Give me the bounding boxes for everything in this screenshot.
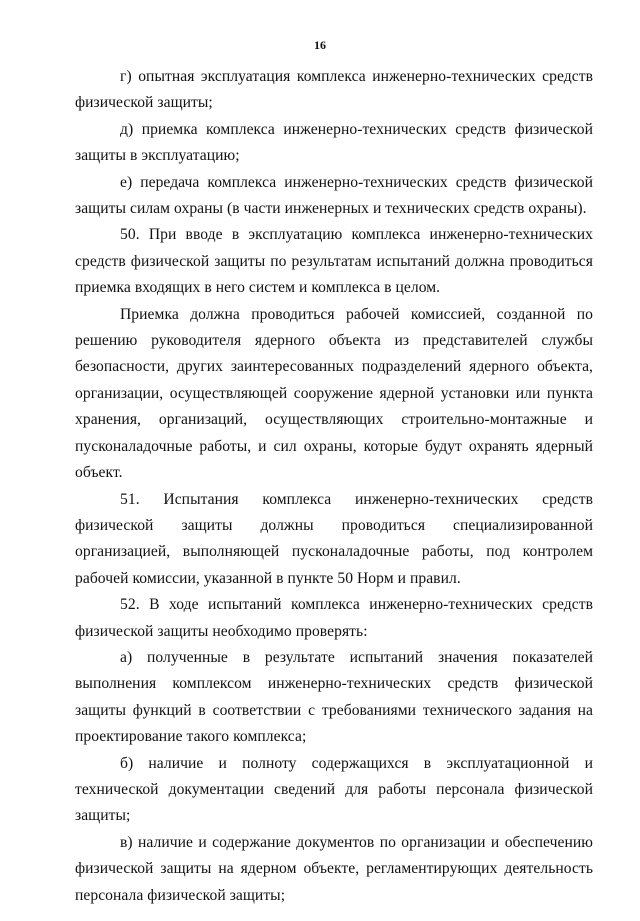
paragraph-d: д) приемка комплекса инженерно-технических средств физической защиты в эксплуатацию; — [75, 120, 593, 165]
paragraph-g: г) опытная эксплуатация комплекса инженерно-технических средств физической защиты; — [75, 68, 593, 112]
paragraph-50: 50. При вводе в эксплуатацию комплекса инженерно-технических средств физической защиты по результатам испытаний должна проводиться приемка входящих в него систем и комплекса в целом. — [75, 226, 593, 297]
paragraph-acceptance: Приемка должна проводиться рабочей комиссией, созданной по решению руководителя ядерного объекта из представителей службы безопасности, других заинтересованных подразделений ядерного объекта, организации, осуществляющей сооружение ядерной установки или пункта хранения, организаций, осуществляющих строительно-монтажные и пусконаладочные работы, и сил охраны, которые будут охранять ядерный объект. — [75, 305, 593, 482]
paragraph-e: е) передача комплекса инженерно-технических средств физической защиты силам охраны (в части инженерных и технических средств охраны). — [75, 173, 593, 218]
paragraph-a: а) полученные в результате испытаний значения показателей выполнения комплексом инженерно-технических средств физической защиты функций в соответствии с требованиями технического задания на проектирование такого комплекса; — [75, 648, 593, 746]
paragraph-52: 52. В ходе испытаний комплекса инженерно-технических средств физической защиты необходимо проверять: — [75, 596, 593, 640]
page-number: 16 — [314, 38, 326, 52]
document-body — [75, 64, 593, 909]
paragraph-b: б) наличие и полноту содержащихся в эксплуатационной и технической документации сведений для работы персонала физической защиты; — [75, 754, 593, 825]
paragraph-51: 51. Испытания комплекса инженерно-технических средств физической защиты должны проводиться специализированной организацией, выполняющей пусконаладочные работы, под контролем рабочей комиссии, указанной в пункте 50 Норм и правил. — [75, 490, 593, 587]
paragraph-v: в) наличие и содержание документов по организации и обеспечению физической защиты на ядерном объекте, регламентирующих деятельность персонала физической защиты; — [75, 833, 593, 904]
